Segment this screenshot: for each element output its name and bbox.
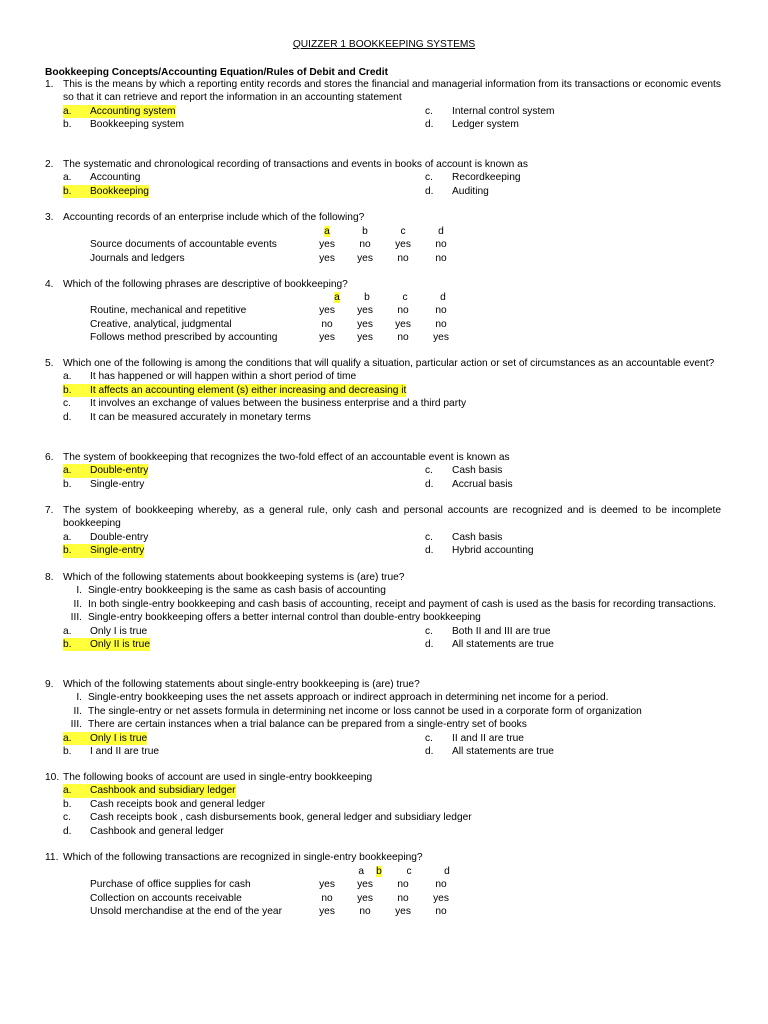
statement-1: I. Single-entry bookkeeping is the same as cash basis of accounting <box>76 585 386 597</box>
option-a[interactable]: a. Double-entry <box>63 465 149 477</box>
option-c[interactable]: c. Cash basis <box>425 531 503 543</box>
option-c[interactable]: c. Internal control system <box>425 105 555 117</box>
option-b[interactable]: b. I and II are true <box>63 746 160 758</box>
option-a[interactable]: a. Accounting <box>63 172 141 184</box>
statement-3: III. Single-entry bookkeeping offers a better internal control than double-entry bookkeeping <box>70 612 481 624</box>
question-text: The systematic and chronological recording of transactions and events in books of account is known as <box>63 159 528 170</box>
question-text: Which of the following phrases are descriptive of bookkeeping? <box>63 279 348 290</box>
statement-2: II. In both single-entry bookkeeping and cash basis of accounting, receipt and payment of cash is used as the basis for recording transactions. <box>73 598 717 610</box>
statement-1: I. Single-entry bookkeeping uses the net assets approach or indirect approach in determining net income for a period. <box>76 692 609 704</box>
question-text: Accounting records of an enterprise include which of the following? <box>63 212 365 223</box>
option-c[interactable]: c. Cash basis <box>425 465 503 477</box>
question-text: The system of bookkeeping that recognizes the two-fold effect of an accountable event is known as <box>63 452 510 463</box>
answer-header-b: b <box>376 866 382 877</box>
option-c[interactable]: c. II and II are true <box>425 732 524 744</box>
option-b[interactable]: b. Single-entry <box>63 545 145 557</box>
question-text: Which of the following transactions are recognized in single-entry bookkeeping? <box>63 852 423 863</box>
option-a[interactable]: a. Only I is true <box>63 625 148 637</box>
option-a[interactable]: a. Double-entry <box>63 531 149 543</box>
question-11-table: a b c d Purchase of office supplies for cash yes yes no no Collection on accounts receivable no yes no yes Unsold merchandise at the end of the year yes no yes no <box>72 865 466 919</box>
table-row: Follows method prescribed by accounting yes yes no yes <box>90 332 449 344</box>
statement-2: II. The single-entry or net assets formula in determining net income or loss cannot be used in a corporate form of organization <box>73 705 642 717</box>
question-text: The system of bookkeeping whereby, as a general rule, only cash and personal accounts are recognized and is deemed to be incomplete bookkeeping <box>63 505 721 530</box>
table-row: Collection on accounts receivable no yes no yes <box>90 892 449 904</box>
option-b[interactable]: b. Single-entry <box>63 478 145 490</box>
option-d[interactable]: d. Ledger system <box>425 119 519 131</box>
table-row: Creative, analytical, judgmental no yes yes no <box>90 318 447 330</box>
option-a[interactable]: a. Cashbook and subsidiary ledger <box>63 785 236 797</box>
question-text: The following books of account are used in single-entry bookkeeping <box>63 772 373 783</box>
table-row: Journals and ledgers yes yes no no <box>90 252 447 264</box>
option-b[interactable]: b. Bookkeeping <box>63 185 149 197</box>
question-4: 4. Which of the following phrases are descriptive of bookkeeping? <box>45 278 721 291</box>
table-row: Source documents of accountable events yes no yes no <box>90 239 447 251</box>
option-b[interactable]: b. Cash receipts book and general ledger <box>63 798 265 810</box>
table-row: Unsold merchandise at the end of the year yes no yes no <box>90 906 447 918</box>
section-heading: Bookkeeping Concepts/Accounting Equation/Rules of Debit and Credit <box>45 67 388 78</box>
option-d[interactable]: d. All statements are true <box>425 639 554 651</box>
option-c[interactable]: c. It involves an exchange of values between the business enterprise and a third party <box>63 398 467 410</box>
option-d[interactable]: d. Cashbook and general ledger <box>63 825 224 837</box>
option-a[interactable]: a. Only I is true <box>63 732 148 744</box>
option-a[interactable]: a. It has happened or will happen within a short period of time <box>63 371 357 383</box>
table-row: Routine, mechanical and repetitive yes yes no no <box>90 305 447 317</box>
question-5: 5. Which one of the following is among the conditions that will qualify a situation, particular action or set of circumstances as an accountable event? a. It has happened or will happen within a short period of time b. It affects an accounting element (s) either increasing and decreasing it c. It involves an exchange of values between the business enterprise and a third party d. It can be measured accurately in monetary terms <box>45 357 721 424</box>
question-10: 10. The following books of account are used in single-entry bookkeeping a. Cashbook and subsidiary ledger b. Cash receipts book and general ledger c. Cash receipts book , cash disbursements book, general ledger and subsidiary ledger d. Cashbook and general ledger <box>45 771 721 838</box>
question-text: Which one of the following is among the conditions that will qualify a situation, particular action or set of circumstances as an accountable event? <box>63 358 715 369</box>
question-text: This is the means by which a reporting entity records and stores the financial and managerial information from its transactions or economic events so that it can retrieve and report the information in an accounting statement <box>63 79 721 104</box>
option-b[interactable]: b. It affects an accounting element (s) either increasing and decreasing it <box>63 384 407 396</box>
option-c[interactable]: c. Recordkeeping <box>425 172 521 184</box>
question-4-table: a b c d Routine, mechanical and repetitive yes yes no no Creative, analytical, judgmental no yes yes no Follows method prescribed by accounting yes yes no yes <box>72 291 462 345</box>
question-2: 2. The systematic and chronological recording of transactions and events in books of account is known as a. Accounting c. Recordkeeping b. Bookkeeping d. Auditing <box>45 158 721 198</box>
question-3-table: a b c d Source documents of accountable events yes no yes no Journals and ledgers yes yes no no <box>72 225 460 265</box>
option-c[interactable]: c. Cash receipts book , cash disbursements book, general ledger and subsidiary ledger <box>63 812 472 824</box>
question-text: Which of the following statements about bookkeeping systems is (are) true? <box>63 572 405 583</box>
option-d[interactable]: d. All statements are true <box>425 746 554 758</box>
statement-3: III. There are certain instances when a trial balance can be prepared from a single-entry set of books <box>70 719 527 731</box>
option-d[interactable]: d. It can be measured accurately in monetary terms <box>63 411 311 423</box>
option-d[interactable]: d. Hybrid accounting <box>425 545 534 557</box>
option-b[interactable]: b. Bookkeeping system <box>63 119 185 131</box>
question-3: 3. Accounting records of an enterprise include which of the following? <box>45 211 721 224</box>
question-text: Which of the following statements about single-entry bookkeeping is (are) true? <box>63 679 420 690</box>
page-title: QUIZZER 1 BOOKKEEPING SYSTEMS <box>292 39 476 50</box>
option-d[interactable]: d. Accrual basis <box>425 478 513 490</box>
option-c[interactable]: c. Both II and III are true <box>425 625 551 637</box>
question-6: 6. The system of bookkeeping that recognizes the two-fold effect of an accountable event is known as a. Double-entry c. Cash basis b. Single-entry d. Accrual basis <box>45 451 721 491</box>
option-a[interactable]: a. Accounting system <box>63 105 176 117</box>
question-1: 1. This is the means by which a reporting entity records and stores the financial and managerial information from its transactions or economic events so that it can retrieve and report the information in an accounting statement a. Accounting system c. Internal control system b. Bookkeeping system d. Ledger system <box>45 79 721 131</box>
question-9: 9. Which of the following statements about single-entry bookkeeping is (are) true? I. Single-entry bookkeeping uses the net assets approach or indirect approach in determining net income for a period. II. The single-entry or net assets formula in determining net income or loss cannot be used in a corporate form of organization III. There are certain instances when a trial balance can be prepared from a single-entry set of books a. Only I is true c. II and II are true b. I and II are true d. All statements are true <box>45 678 721 758</box>
question-8: 8. Which of the following statements about bookkeeping systems is (are) true? I. Single-entry bookkeeping is the same as cash basis of accounting II. In both single-entry bookkeeping and cash basis of accounting, receipt and payment of cash is used as the basis for recording transactions. III. Single-entry bookkeeping offers a better internal control than double-entry bookkeeping a. Only I is true c. Both II and III are true b. Only II is true d. All statements are true <box>45 571 721 651</box>
option-d[interactable]: d. Auditing <box>425 185 489 197</box>
answer-header-a: a <box>334 292 340 303</box>
table-row: Purchase of office supplies for cash yes yes no no <box>90 879 447 891</box>
question-11: 11. Which of the following transactions are recognized in single-entry bookkeeping? <box>45 851 721 864</box>
question-7: 7. The system of bookkeeping whereby, as a general rule, only cash and personal accounts are recognized and is deemed to be incomplete bookkeeping a. Double-entry c. Cash basis b. Single-entry d. Hybrid accounting <box>45 505 721 557</box>
answer-header-a: a <box>324 226 330 237</box>
option-b[interactable]: b. Only II is true <box>63 639 151 651</box>
